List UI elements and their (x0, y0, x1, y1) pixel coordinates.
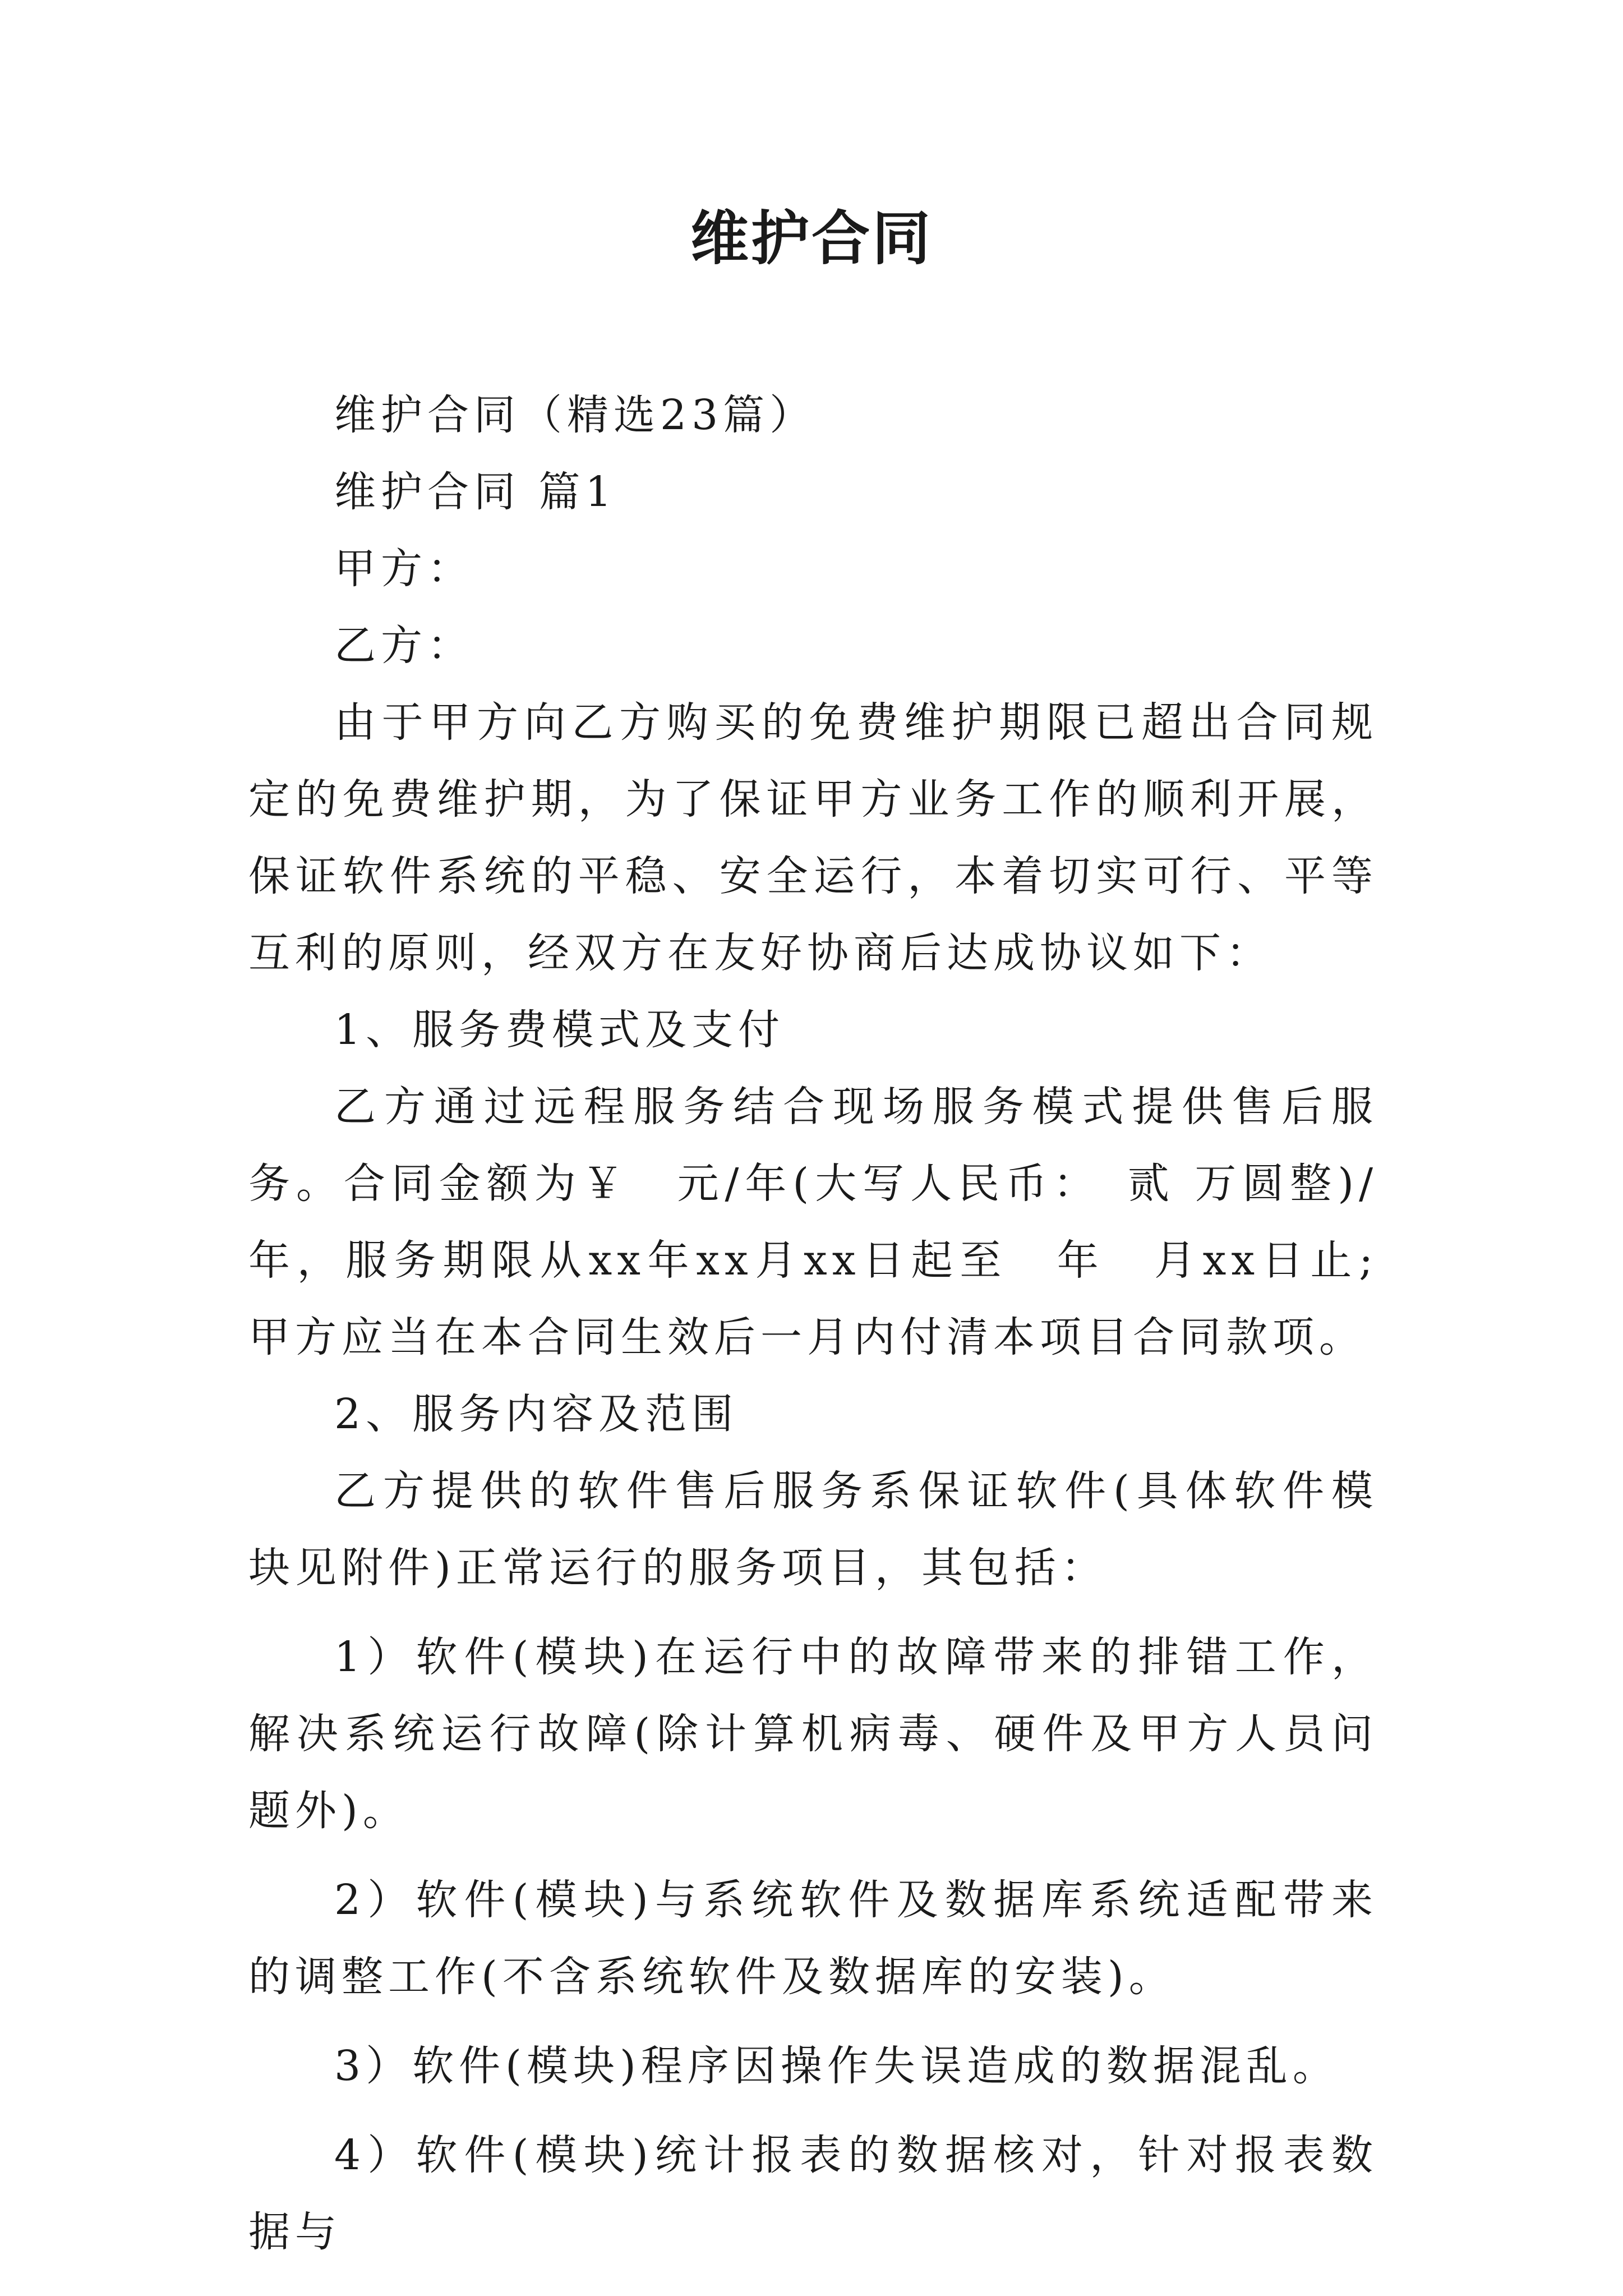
party-a-line: 甲方： (334, 545, 474, 593)
document-body (248, 377, 1378, 2271)
scope-paragraph: 乙方提供的软件售后服务系保证软件(具体软件模块见附件)正常运行的服务项目，其包括： (248, 1467, 1378, 1592)
fee-paragraph: 乙方通过远程服务结合现场服务模式提供售后服务。合同金额为￥ 元/年(大写人民币： 贰 万圆整)/年，服务期限从xx年xx月xx日起至 年 月xx日止;甲方应当在本合同生效后一月内付清本项目合同款项。 (248, 1083, 1378, 1361)
article-heading: 维护合同 篇1 (334, 468, 617, 516)
section-heading-scope: 2、服务内容及范围 (334, 1390, 739, 1438)
preamble-paragraph: 由于甲方向乙方购买的免费维护期限已超出合同规定的免费维护期，为了保证甲方业务工作的顺利开展，保证软件系统的平稳、安全运行，本着切实可行、平等互利的原则，经双方在友好协商后达成协议如下： (248, 698, 1378, 977)
scope-item-4: 4）软件(模块)统计报表的数据核对，针对报表数据与 (248, 2131, 1378, 2256)
section-heading-fee: 1、服务费模式及支付 (334, 1006, 785, 1054)
scope-item-1: 1）软件(模块)在运行中的故障带来的排错工作，解决系统运行故障(除计算机病毒、硬件及甲方人员问题外)。 (248, 1633, 1378, 1835)
collection-heading: 维护合同（精选23篇） (334, 391, 817, 439)
party-b-line: 乙方： (334, 622, 474, 670)
scope-item-2: 2）软件(模块)与系统软件及数据库系统适配带来的调整工作(不含系统软件及数据库的安装)。 (248, 1876, 1378, 2001)
document-title: 维护合同 (690, 204, 933, 273)
scope-item-3: 3）软件(模块)程序因操作失误造成的数据混乱。 (334, 2042, 1339, 2090)
